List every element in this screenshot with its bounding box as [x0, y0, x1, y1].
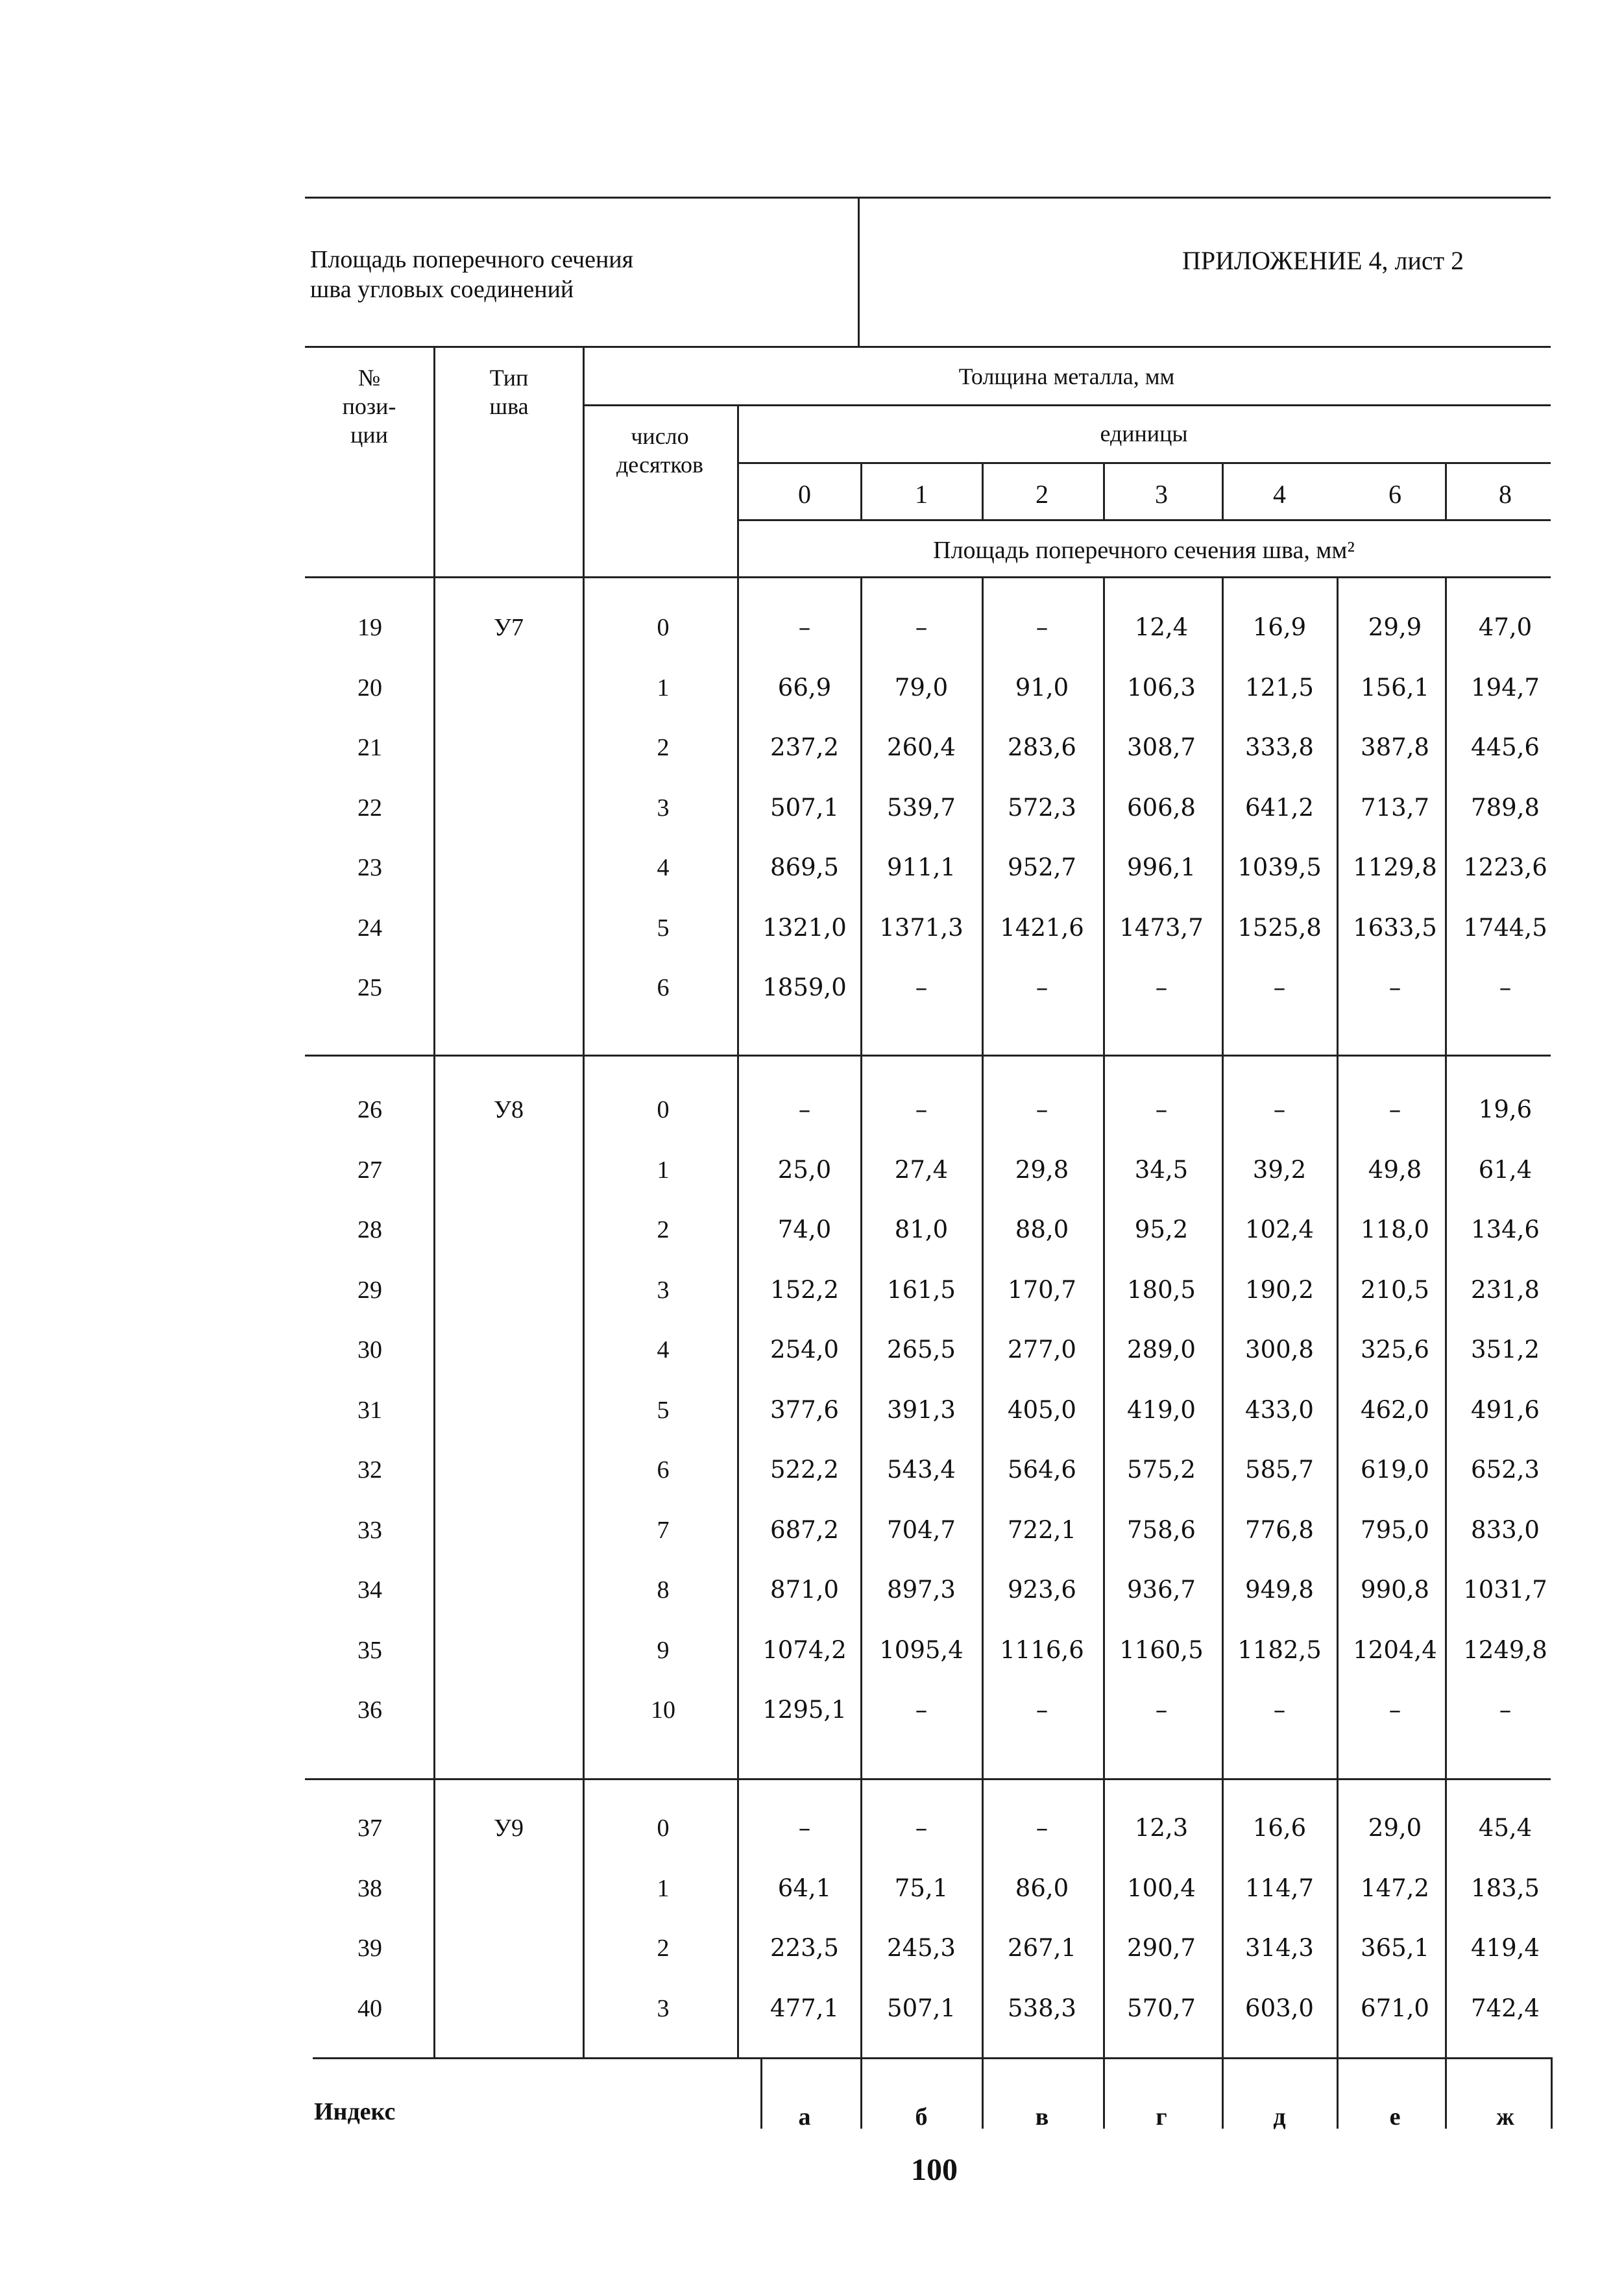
unit-sep-4	[1222, 462, 1224, 520]
unit-value: 6	[1388, 480, 1401, 509]
tens-value: 3	[657, 1277, 670, 1304]
area-value: 742,4	[1471, 1994, 1540, 2022]
index-tick	[1551, 2057, 1553, 2129]
area-value: 283,6	[1008, 733, 1076, 761]
area-value: 314,3	[1245, 1934, 1314, 1962]
area-value: 1031,7	[1463, 1576, 1547, 1604]
area-value: 45,4	[1478, 1814, 1533, 1842]
vline-pos-type	[433, 1055, 435, 1778]
area-value: 575,2	[1127, 1456, 1196, 1484]
area-value: 1129,8	[1353, 853, 1437, 881]
position-header-l3: ции	[350, 422, 388, 448]
position-header-l2: пози-	[342, 393, 396, 419]
index-tick	[1222, 2057, 1224, 2129]
area-value: 180,5	[1127, 1276, 1196, 1304]
area-value: 1182,5	[1237, 1636, 1322, 1664]
title-divider	[858, 197, 860, 346]
unit-sep-2	[982, 462, 984, 520]
area-value: 19,6	[1478, 1095, 1533, 1123]
area-value: –	[1388, 1696, 1401, 1724]
tens-value: 0	[657, 1096, 670, 1123]
position-number: 40	[358, 1995, 382, 2022]
area-value: 377,6	[770, 1396, 839, 1424]
position-number: 37	[358, 1815, 382, 1842]
area-value: 118,0	[1361, 1216, 1429, 1243]
area-value: 522,2	[770, 1456, 839, 1484]
tens-header-l1: число	[631, 423, 689, 449]
area-value: 12,3	[1134, 1814, 1189, 1842]
position-number: 35	[358, 1637, 382, 1664]
area-value: 74,0	[777, 1216, 832, 1243]
area-value: –	[1499, 1696, 1512, 1724]
area-value: 1321,0	[762, 914, 847, 942]
area-value: 267,1	[1008, 1934, 1076, 1962]
tens-value: 9	[657, 1637, 670, 1664]
area-value: –	[1273, 973, 1286, 1001]
position-number: 21	[358, 734, 382, 761]
area-value: 86,0	[1015, 1874, 1069, 1902]
area-value: 91,0	[1015, 674, 1069, 702]
index-tick	[982, 2057, 984, 2129]
index-letter: в	[1035, 2103, 1049, 2131]
tens-value: 0	[657, 1815, 670, 1842]
unit-value: 8	[1499, 480, 1512, 509]
position-number: 38	[358, 1875, 382, 1902]
area-value: 289,0	[1127, 1336, 1196, 1364]
position-number: 39	[358, 1935, 382, 1962]
seam-type-header-l1: Тип	[489, 365, 529, 391]
area-value: 170,7	[1008, 1276, 1076, 1304]
area-value: 789,8	[1471, 794, 1540, 822]
area-value: 25,0	[777, 1156, 832, 1184]
area-value: 949,8	[1245, 1576, 1314, 1604]
tens-value: 5	[657, 1397, 670, 1424]
area-value: 16,6	[1252, 1814, 1307, 1842]
area-value: 75,1	[894, 1874, 949, 1902]
area-value: 254,0	[770, 1336, 839, 1364]
area-value: 1421,6	[1000, 914, 1084, 942]
tens-value: 2	[657, 1216, 670, 1243]
position-number: 33	[358, 1517, 382, 1544]
area-value: 194,7	[1471, 674, 1540, 702]
position-number: 26	[358, 1096, 382, 1123]
tens-value: 7	[657, 1517, 670, 1544]
unit-sep-3	[1103, 462, 1105, 520]
vline-pos-type	[433, 576, 435, 1055]
tens-value: 8	[657, 1576, 670, 1604]
vline-tens-values	[737, 576, 739, 1055]
index-letter: а	[798, 2103, 811, 2131]
area-value: 1859,0	[762, 973, 847, 1001]
index-letter: ж	[1496, 2103, 1514, 2131]
area-value: 1095,4	[879, 1636, 963, 1664]
area-value: 265,5	[887, 1336, 956, 1364]
area-value: 16,9	[1252, 613, 1307, 641]
area-value: 351,2	[1471, 1336, 1540, 1364]
tens-value: 1	[657, 1875, 670, 1902]
area-value: 147,2	[1361, 1874, 1429, 1902]
area-value: 325,6	[1361, 1336, 1429, 1364]
vline-type-tens	[583, 1778, 585, 2057]
area-value: 121,5	[1245, 674, 1314, 702]
position-number: 32	[358, 1456, 382, 1484]
area-value: 507,1	[770, 794, 839, 822]
tens-value: 2	[657, 1935, 670, 1962]
area-value: 79,0	[894, 674, 949, 702]
area-value: 722,1	[1008, 1516, 1076, 1544]
header-bottom-rule	[305, 576, 1551, 578]
area-value: 39,2	[1252, 1156, 1307, 1184]
index-letter: д	[1273, 2103, 1286, 2131]
position-number: 34	[358, 1576, 382, 1604]
page-number: 100	[911, 2153, 958, 2187]
area-value: 1371,3	[879, 914, 963, 942]
unit-value: 3	[1155, 480, 1168, 509]
area-value: 308,7	[1127, 733, 1196, 761]
vline-type-tens	[583, 576, 585, 1055]
area-value: 29,9	[1368, 613, 1422, 641]
area-value: 952,7	[1008, 853, 1076, 881]
tens-value: 10	[651, 1696, 675, 1724]
area-value: 564,6	[1008, 1456, 1076, 1484]
area-value: 419,0	[1127, 1396, 1196, 1424]
area-value: 871,0	[770, 1576, 839, 1604]
area-value: 231,8	[1471, 1276, 1540, 1304]
area-value: 64,1	[777, 1874, 832, 1902]
area-value: 897,3	[887, 1576, 956, 1604]
area-value: 1473,7	[1119, 914, 1204, 942]
seam-type: У7	[494, 614, 524, 641]
area-value: 572,3	[1008, 794, 1076, 822]
unit-values-underline	[737, 519, 1551, 521]
area-value: 95,2	[1134, 1216, 1189, 1243]
area-value: 1039,5	[1237, 853, 1322, 881]
title-line-2: шва угловых соединений	[310, 276, 574, 303]
area-value: 277,0	[1008, 1336, 1076, 1364]
area-value: 1525,8	[1237, 914, 1322, 942]
index-letter: е	[1389, 2103, 1401, 2131]
area-value: 543,4	[887, 1456, 956, 1484]
area-value: 996,1	[1127, 853, 1196, 881]
area-value: 652,3	[1471, 1456, 1540, 1484]
area-value: 462,0	[1361, 1396, 1429, 1424]
index-letter: г	[1156, 2103, 1167, 2131]
position-number: 28	[358, 1216, 382, 1243]
area-value: 365,1	[1361, 1934, 1429, 1962]
area-value: 687,2	[770, 1516, 839, 1544]
area-value: 1116,6	[1000, 1636, 1084, 1664]
tens-value: 4	[657, 854, 670, 881]
area-value: 1204,4	[1353, 1636, 1437, 1664]
area-value: 776,8	[1245, 1516, 1314, 1544]
area-value: –	[915, 613, 928, 641]
position-number: 36	[358, 1696, 382, 1724]
tens-value: 5	[657, 914, 670, 942]
area-value: 1744,5	[1463, 914, 1547, 942]
area-value: 641,2	[1245, 794, 1314, 822]
tens-value: 6	[657, 974, 670, 1001]
area-value: 1633,5	[1353, 914, 1437, 942]
area-value: 29,8	[1015, 1156, 1069, 1184]
area-value: –	[798, 1095, 811, 1123]
area-value: 419,4	[1471, 1934, 1540, 1962]
area-value: –	[915, 973, 928, 1001]
area-value: 671,0	[1361, 1994, 1429, 2022]
tens-value: 1	[657, 1156, 670, 1184]
area-value: –	[1155, 1696, 1168, 1724]
appendix-label: ПРИЛОЖЕНИЕ 4, лист 2	[1182, 246, 1464, 275]
area-value: 445,6	[1471, 733, 1540, 761]
position-number: 27	[358, 1156, 382, 1184]
area-value: 713,7	[1361, 794, 1429, 822]
unit-value: 1	[915, 480, 928, 509]
index-letter: б	[915, 2103, 928, 2131]
area-value: –	[1388, 1095, 1401, 1123]
units-underline	[737, 462, 1551, 464]
title-line-1: Площадь поперечного сечения	[310, 246, 634, 273]
position-number: 20	[358, 674, 382, 702]
area-value: 333,8	[1245, 733, 1314, 761]
area-value: 833,0	[1471, 1516, 1540, 1544]
area-value: –	[1273, 1095, 1286, 1123]
vline-tens-values	[737, 1778, 739, 2057]
area-value: 300,8	[1245, 1336, 1314, 1364]
area-value: 114,7	[1245, 1874, 1314, 1902]
position-number: 31	[358, 1397, 382, 1424]
area-value: –	[1036, 1696, 1048, 1724]
area-value: 603,0	[1245, 1994, 1314, 2022]
area-value: 27,4	[894, 1156, 949, 1184]
title-top-rule	[305, 197, 1551, 199]
area-value: 619,0	[1361, 1456, 1429, 1484]
area-value: 66,9	[777, 674, 832, 702]
area-value: 29,0	[1368, 1814, 1422, 1842]
area-value: –	[1036, 1814, 1048, 1842]
area-value: 1295,1	[762, 1696, 847, 1724]
area-value: 49,8	[1368, 1156, 1422, 1184]
area-value: –	[798, 1814, 811, 1842]
thickness-header: Толщина металла, мм	[958, 363, 1175, 389]
area-value: 1223,6	[1463, 853, 1547, 881]
area-value: 758,6	[1127, 1516, 1196, 1544]
area-value: –	[1155, 1095, 1168, 1123]
area-value: 704,7	[887, 1516, 956, 1544]
group-separator	[305, 1055, 1551, 1057]
area-value: 911,1	[887, 853, 956, 881]
index-tick	[760, 2057, 762, 2129]
area-value: 1249,8	[1463, 1636, 1547, 1664]
area-value: 990,8	[1361, 1576, 1429, 1604]
position-number: 30	[358, 1336, 382, 1364]
vline-tens-values	[737, 1055, 739, 1778]
tens-value: 2	[657, 734, 670, 761]
area-value: 795,0	[1361, 1516, 1429, 1544]
area-value: 88,0	[1015, 1216, 1069, 1243]
area-value: 61,4	[1478, 1156, 1533, 1184]
area-value: –	[1036, 1095, 1048, 1123]
area-value: 539,7	[887, 794, 956, 822]
position-number: 24	[358, 914, 382, 942]
area-value: –	[1036, 973, 1048, 1001]
area-value: 606,8	[1127, 794, 1196, 822]
area-value: –	[1273, 1696, 1286, 1724]
position-header-l1: №	[358, 365, 381, 391]
area-value: –	[1155, 973, 1168, 1001]
thickness-underline	[583, 404, 1551, 406]
area-value: 869,5	[770, 853, 839, 881]
area-value: –	[798, 613, 811, 641]
tens-value: 6	[657, 1456, 670, 1484]
position-number: 29	[358, 1277, 382, 1304]
index-tick	[1337, 2057, 1339, 2129]
units-header: единицы	[1100, 421, 1188, 446]
area-value: 100,4	[1127, 1874, 1196, 1902]
area-value: –	[915, 1095, 928, 1123]
tens-value: 3	[657, 794, 670, 822]
index-label: Индекс	[314, 2098, 396, 2125]
header-top-rule	[305, 346, 1551, 348]
seam-type: У9	[494, 1815, 524, 1842]
unit-sep-1	[860, 462, 862, 520]
area-value: 47,0	[1478, 613, 1533, 641]
area-value: 570,7	[1127, 1994, 1196, 2022]
area-value: 81,0	[894, 1216, 949, 1243]
area-value: 491,6	[1471, 1396, 1540, 1424]
area-value: 290,7	[1127, 1934, 1196, 1962]
index-tick	[860, 2057, 862, 2129]
area-value: 391,3	[887, 1396, 956, 1424]
area-value: 190,2	[1245, 1276, 1314, 1304]
area-value: 12,4	[1134, 613, 1189, 641]
area-value: 245,3	[887, 1934, 956, 1962]
area-value: 936,7	[1127, 1576, 1196, 1604]
area-value: 538,3	[1008, 1994, 1076, 2022]
area-value: 102,4	[1245, 1216, 1314, 1243]
area-value: 387,8	[1361, 733, 1429, 761]
tens-value: 1	[657, 674, 670, 702]
area-value: 507,1	[887, 1994, 956, 2022]
area-header: Площадь поперечного сечения шва, мм²	[933, 537, 1355, 564]
area-value: 1160,5	[1119, 1636, 1204, 1664]
area-value: 237,2	[770, 733, 839, 761]
area-value: 156,1	[1361, 674, 1429, 702]
area-value: –	[915, 1814, 928, 1842]
area-value: –	[1036, 613, 1048, 641]
area-value: 223,5	[770, 1934, 839, 1962]
area-value: 585,7	[1245, 1456, 1314, 1484]
position-number: 19	[358, 614, 382, 641]
area-value: 260,4	[887, 733, 956, 761]
tens-header-l2: десятков	[616, 452, 704, 478]
area-value: 923,6	[1008, 1576, 1076, 1604]
seam-type: У8	[494, 1096, 524, 1123]
unit-value: 0	[798, 480, 811, 509]
area-value: 161,5	[887, 1276, 956, 1304]
area-value: 152,2	[770, 1276, 839, 1304]
group-separator	[305, 1778, 1551, 1780]
unit-value: 2	[1036, 480, 1048, 509]
area-value: 106,3	[1127, 674, 1196, 702]
area-value: 34,5	[1134, 1156, 1189, 1184]
tens-value: 4	[657, 1336, 670, 1364]
area-value: 477,1	[770, 1994, 839, 2022]
position-number: 23	[358, 854, 382, 881]
area-value: 1074,2	[762, 1636, 847, 1664]
index-tick	[1103, 2057, 1105, 2129]
area-value: 210,5	[1361, 1276, 1429, 1304]
tens-value: 3	[657, 1995, 670, 2022]
area-value: 433,0	[1245, 1396, 1314, 1424]
area-value: –	[915, 1696, 928, 1724]
area-value: –	[1499, 973, 1512, 1001]
area-value: 134,6	[1471, 1216, 1540, 1243]
position-number: 25	[358, 974, 382, 1001]
area-value: 183,5	[1471, 1874, 1540, 1902]
index-tick	[1445, 2057, 1447, 2129]
unit-value: 4	[1273, 480, 1286, 509]
index-top-rule	[313, 2057, 1551, 2059]
position-number: 22	[358, 794, 382, 822]
seam-type-header-l2: шва	[489, 393, 529, 419]
area-value: 405,0	[1008, 1396, 1076, 1424]
area-value: –	[1388, 973, 1401, 1001]
tens-value: 0	[657, 614, 670, 641]
vline-type-tens	[583, 1055, 585, 1778]
vline-pos-type	[433, 1778, 435, 2057]
